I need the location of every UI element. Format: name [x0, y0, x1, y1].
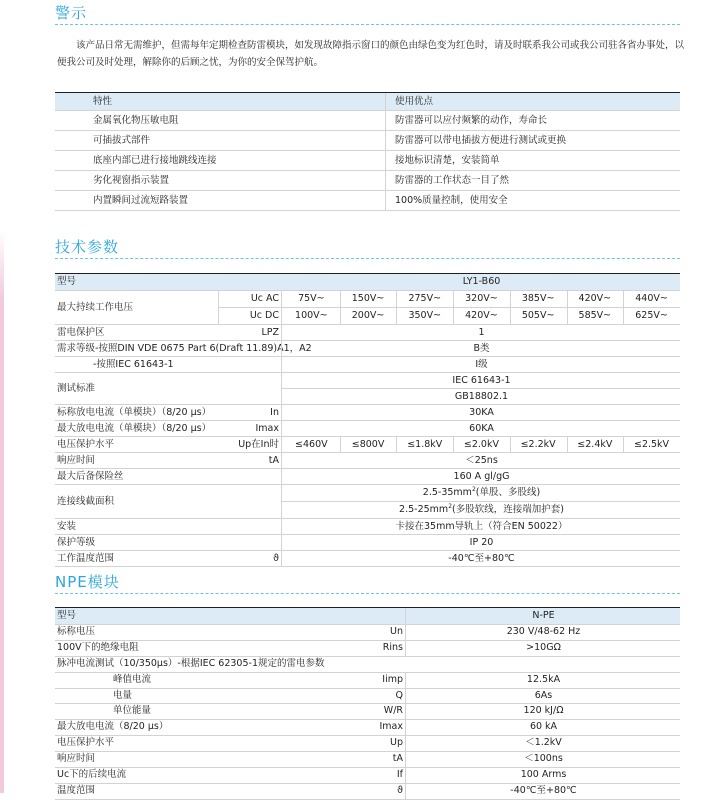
param-symbol: Up	[390, 737, 403, 749]
param-label: 峰值电流	[113, 673, 152, 685]
uc-dc-value: 350V~	[408, 310, 442, 321]
param-value: I级	[475, 359, 488, 370]
param-symbol: Uc AC	[250, 293, 279, 304]
benefit-cell: 防雷器的工作状态一目了然	[395, 175, 510, 186]
param-symbol: Iimp	[382, 673, 403, 685]
superscript: 2	[448, 502, 453, 510]
wire-block	[55, 485, 680, 519]
param-label: 需求等级-按照DIN VDE 0675 Part 6(Draft 11.89)A1，A2	[57, 343, 312, 354]
param-label: 响应时间	[57, 753, 96, 765]
uc-ac-value: 420V~	[578, 293, 612, 304]
npe-row	[55, 784, 680, 800]
uc-dc-value: 200V~	[351, 310, 385, 321]
lpz-row	[55, 325, 680, 341]
warning-paragraph: 该产品日常无需维护，但需每年定期检查防雷模块，如发现故障指示窗口的颜色由绿色变为红色时，请及时联系我公司或我公司驻各省办事处，以便我公司及时处理，解除你的后顾之忧，为你的安全保驾护航。	[57, 40, 685, 68]
value-column-divider	[510, 437, 511, 452]
tech-table	[55, 274, 680, 567]
param-value: B类	[473, 343, 490, 354]
param-label: 连接线截面积	[57, 496, 115, 507]
label-value-divider	[405, 689, 406, 704]
label-value-divider	[405, 752, 406, 767]
superscript: 2	[471, 485, 476, 493]
param-symbol: If	[396, 769, 403, 781]
tech-title: 技术参数	[55, 238, 120, 256]
param-label: 工作温度范围	[57, 553, 115, 564]
value-column-divider	[567, 437, 568, 452]
param-value: >10GΩ	[526, 641, 561, 653]
param-symbol: Rins	[382, 641, 403, 653]
param-symbol: Uc DC	[249, 310, 279, 321]
wire-value-text: 2.5-35mm	[422, 487, 472, 498]
uc-dc-value: 505V~	[521, 310, 555, 321]
value-column-divider	[396, 291, 397, 324]
features-header-row	[55, 93, 680, 111]
label-value-divider	[405, 768, 406, 783]
param-label: 单位能量	[113, 705, 152, 717]
features-row	[55, 111, 680, 131]
param-value: ＜100ns	[524, 753, 563, 765]
feature-cell: 金属氧化物压敏电阻	[93, 115, 179, 126]
features-row	[55, 151, 680, 171]
uc-ac-value: 275V~	[408, 293, 442, 304]
features-row	[55, 171, 680, 191]
param-label: 响应时间	[57, 455, 96, 466]
test-sub-divider	[281, 388, 680, 389]
npe-row	[55, 704, 680, 720]
up-value: ≤2.5kV	[633, 439, 670, 450]
param-value: 6As	[534, 689, 553, 701]
param-label: 电压保护水平	[57, 737, 115, 749]
value-column-divider	[340, 291, 341, 324]
value-column-divider	[623, 437, 624, 452]
param-label: 最大持续工作电压	[57, 302, 134, 313]
tech-divider	[55, 258, 680, 259]
param-label: 测试标准	[57, 383, 96, 394]
up-row	[55, 437, 680, 453]
param-value: 1	[478, 327, 485, 338]
param-symbol: ϑ	[397, 784, 403, 796]
model-value: LY1-B60	[462, 276, 501, 287]
param-symbol: Q	[395, 689, 403, 701]
benefit-cell: 接地标识清楚，安装简单	[395, 155, 500, 166]
features-column-divider	[385, 93, 386, 211]
warning-divider	[55, 24, 680, 25]
label-value-divider	[405, 720, 406, 735]
wire-value	[283, 485, 680, 501]
features-header-benefit: 使用优点	[395, 96, 434, 107]
uc-dc-value: 625V~	[635, 310, 668, 321]
label-value-divider	[281, 291, 282, 567]
param-label: -按照IEC 61643-1	[93, 359, 174, 370]
param-symbol: W/R	[383, 705, 403, 717]
value-column-divider	[340, 437, 341, 452]
param-label: 电压保护水平	[57, 439, 115, 450]
value-column-divider	[623, 291, 624, 324]
uc-ac-value: 385V~	[521, 293, 555, 304]
wire-value-text: 2.5-25mm	[399, 504, 449, 515]
left-accent-bar	[0, 0, 4, 793]
param-symbol: Up在In时	[238, 439, 279, 450]
param-symbol: tA	[268, 455, 279, 466]
param-value: 120 kJ/Ω	[523, 705, 564, 717]
imax-row	[55, 421, 680, 437]
wire-value-text: (多股软线，连接端加护套)	[452, 504, 564, 515]
wire-value	[283, 502, 680, 518]
param-label: 保护等级	[57, 537, 96, 548]
value-column-divider	[453, 437, 454, 452]
param-label: 电量	[113, 689, 133, 701]
param-value: -40℃至+80℃	[510, 784, 577, 796]
param-symbol: ϑ	[273, 553, 279, 564]
param-value: ＜25ns	[465, 455, 498, 466]
label-value-divider	[405, 673, 406, 688]
param-symbol: Un	[390, 626, 403, 637]
param-label: 最大放电电流（单模块）（8/20 μs）	[57, 423, 212, 434]
npe-row	[55, 768, 680, 784]
label-value-divider	[405, 704, 406, 719]
param-value: 100 Arms	[520, 769, 567, 781]
npe-divider	[55, 593, 680, 594]
label-value-divider	[405, 608, 406, 624]
temp-row	[55, 551, 680, 567]
param-label: 最大放电电流（8/20 μs）	[57, 721, 169, 733]
param-value: IP 20	[469, 537, 494, 548]
npe-row	[55, 689, 680, 705]
benefit-cell: 100%质量控制，使用安全	[395, 195, 508, 206]
npe-row	[55, 736, 680, 752]
param-symbol: tA	[392, 753, 403, 765]
uc-dc-value: 420V~	[465, 310, 498, 321]
feature-cell: 可插拔式部件	[93, 135, 151, 146]
up-value: ≤2.2kV	[520, 439, 556, 450]
fuse-row	[55, 469, 680, 485]
npe-table	[55, 608, 680, 800]
param-value: 60KA	[469, 423, 494, 434]
label-value-divider	[405, 625, 406, 640]
param-label: 脉冲电流测试（10/350μs）-根据IEC 62305-1规定的雷电参数	[57, 657, 325, 669]
wire-value-text: (单股、多股线)	[475, 487, 541, 498]
features-table	[55, 93, 680, 211]
npe-row	[55, 673, 680, 689]
param-value: N-PE	[532, 610, 555, 621]
uc-ac-value: 320V~	[465, 293, 498, 304]
feature-cell: 底座内部已进行接地跳线连接	[93, 155, 217, 166]
features-row	[55, 191, 680, 211]
param-value: ＜1.2kV	[525, 737, 562, 749]
label-value-divider	[405, 736, 406, 751]
param-label: 安装	[57, 521, 77, 532]
param-value: -40℃至+80℃	[448, 553, 515, 564]
label-value-divider	[405, 784, 406, 799]
value-column-divider	[567, 291, 568, 324]
npe-row	[55, 657, 680, 673]
npe-row	[55, 625, 680, 641]
ip-row	[55, 535, 680, 551]
param-value: 12.5kA	[526, 673, 561, 685]
param-label: 温度范围	[57, 784, 96, 796]
test-standard-block	[55, 373, 680, 405]
param-value: 60 kA	[529, 721, 558, 733]
param-symbol: Imax	[255, 423, 279, 434]
uc-ac-value: 440V~	[635, 293, 668, 304]
value-column-divider	[453, 291, 454, 324]
up-value: ≤2.0kV	[463, 439, 499, 450]
req1-row	[55, 341, 680, 357]
up-value: ≤1.8kV	[407, 439, 443, 450]
uc-dc-value: 100V~	[295, 310, 328, 321]
param-symbol: In	[270, 407, 279, 418]
install-row	[55, 519, 680, 535]
feature-cell: 内置瞬间过流短路装置	[93, 195, 189, 206]
param-label: 最大后备保险丝	[57, 471, 124, 482]
wire-sub-divider	[281, 501, 680, 502]
param-symbol: LPZ	[261, 327, 279, 338]
uc-dc-value: 585V~	[578, 310, 612, 321]
test-standard-value: GB18802.1	[454, 391, 509, 402]
uc-ac-value: 75V~	[298, 293, 325, 304]
benefit-cell: 防雷器可以带电插拔方便进行测试或更换	[395, 135, 567, 146]
label-value-divider	[405, 641, 406, 656]
value-column-divider	[396, 437, 397, 452]
uc-ac-value: 150V~	[351, 293, 385, 304]
npe-row	[55, 720, 680, 736]
benefit-cell: 防雷器可以应付频繁的动作，寿命长	[395, 115, 548, 126]
up-value: ≤460V	[295, 439, 328, 450]
tech-model-row	[55, 274, 680, 291]
features-header-feature: 特性	[93, 96, 113, 107]
param-label: 型号	[57, 610, 77, 621]
test-standard-value: IEC 61643-1	[452, 375, 511, 386]
ta-row	[55, 453, 680, 469]
param-label: 100V下的绝缘电阻	[57, 641, 139, 653]
req2-row	[55, 357, 680, 373]
param-value: 卡接在35mm导轨上（符合EN 50022）	[395, 521, 568, 532]
param-label: 标称电压	[57, 626, 96, 637]
npe-header-row	[55, 608, 680, 625]
param-label: 型号	[57, 276, 77, 287]
warning-title: 警示	[55, 4, 88, 22]
param-label: 标称放电电流（单模块）（8/20 μs）	[57, 407, 212, 418]
features-row	[55, 131, 680, 151]
up-value: ≤2.4kV	[577, 439, 613, 450]
param-label: Uc下的后续电流	[57, 769, 127, 781]
npe-row	[55, 752, 680, 768]
up-value: ≤800V	[351, 439, 385, 450]
npe-title: NPE模块	[55, 573, 120, 591]
feature-cell: 劣化视窗指示装置	[93, 175, 170, 186]
max-voltage-block	[55, 291, 680, 325]
param-value: 160 A gl/gG	[453, 471, 510, 482]
param-value: 230 V/48-62 Hz	[506, 626, 581, 637]
param-symbol: Imax	[379, 721, 403, 733]
param-value: 30KA	[469, 407, 494, 418]
npe-row	[55, 641, 680, 657]
in-row	[55, 405, 680, 421]
param-label: 雷电保护区	[57, 327, 105, 338]
value-column-divider	[510, 291, 511, 324]
